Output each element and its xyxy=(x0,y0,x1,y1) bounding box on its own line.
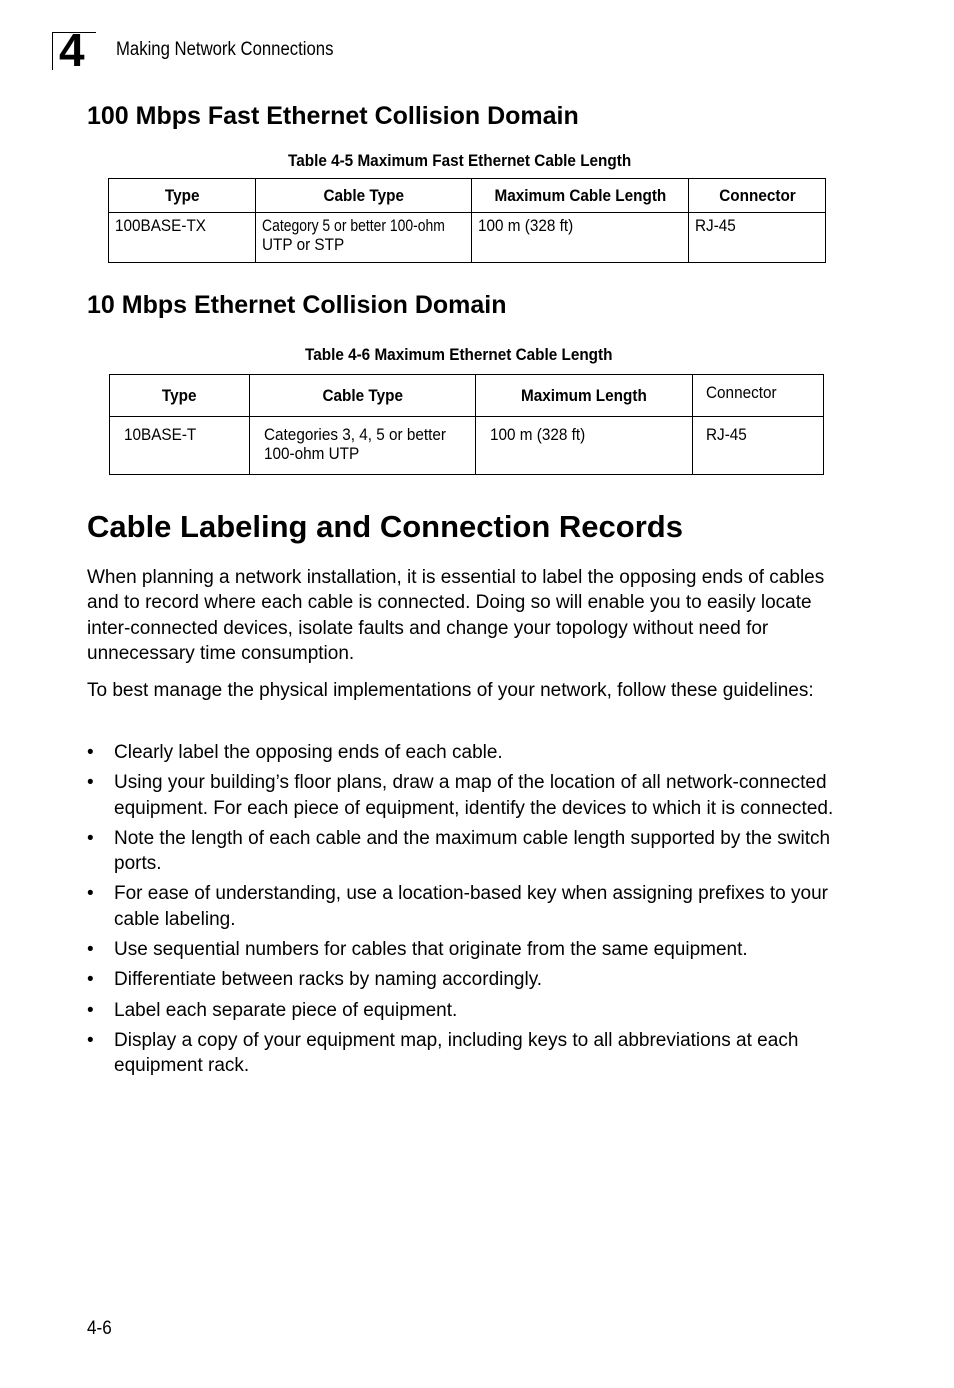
column-header-type: Type xyxy=(109,179,256,213)
table-header-row xyxy=(109,179,826,213)
bullet-icon: • xyxy=(87,999,94,1021)
cell-max-length: 100 m (328 ft) xyxy=(472,213,689,263)
cell-cable-type: Categories 3, 4, 5 or better 100-ohm UTP xyxy=(250,417,476,475)
bullet-icon: • xyxy=(87,1029,94,1051)
list-item: • Label each separate piece of equipment. xyxy=(87,998,847,1023)
cell-type: 10BASE-T xyxy=(110,417,250,475)
cell-connector: RJ-45 xyxy=(693,417,824,475)
guidelines-list xyxy=(87,740,847,1084)
section-heading-fast-ethernet: 100 Mbps Fast Ethernet Collision Domain xyxy=(87,102,579,130)
table-caption-4-5: Table 4-5 Maximum Fast Ethernet Cable Length xyxy=(288,151,632,170)
column-header-connector: Connector xyxy=(693,375,824,417)
list-item: • Clearly label the opposing ends of each cable. xyxy=(87,740,847,765)
list-item: • Use sequential numbers for cables that originate from the same equipment. xyxy=(87,937,847,962)
list-item: • Note the length of each cable and the maximum cable length supported by the switch ports. xyxy=(87,827,831,875)
intro-paragraph: When planning a network installation, it is essential to label the opposing ends of cables and to record where each cable is connected. Doing so will enable you to easily locate inter-connected devices, isolate faults and change your topology without need for unnecessary time consumption. xyxy=(87,567,825,664)
bullet-icon: • xyxy=(87,969,94,991)
chapter-tab xyxy=(52,24,96,76)
list-item: • For ease of understanding, use a location-based key when assigning prefixes to your cable labeling. xyxy=(87,883,828,930)
ethernet-table xyxy=(109,374,824,475)
bullet-icon: • xyxy=(87,742,94,763)
cell-cable-type: Category 5 or better 100-ohm UTP or STP xyxy=(256,213,472,263)
bullet-icon: • xyxy=(87,939,94,961)
list-item: • Display a copy of your equipment map, including keys to all abbreviations at each equipment rack. xyxy=(87,1029,799,1077)
table-row xyxy=(110,417,824,475)
bullet-icon: • xyxy=(87,827,94,849)
section-heading-ethernet: 10 Mbps Ethernet Collision Domain xyxy=(87,291,507,319)
table-row xyxy=(109,213,826,263)
bullet-icon: • xyxy=(87,772,94,794)
cell-type: 100BASE-TX xyxy=(109,213,256,263)
guidelines-intro-paragraph: To best manage the physical implementations of your network, follow these guidelines: xyxy=(87,680,814,701)
section-heading-cable-labeling: Cable Labeling and Connection Records xyxy=(87,509,683,544)
column-header-max-length: Maximum Cable Length xyxy=(472,179,689,213)
running-head: Making Network Connections xyxy=(116,39,334,60)
table-caption-4-6: Table 4-6 Maximum Ethernet Cable Length xyxy=(305,345,613,364)
column-header-connector: Connector xyxy=(689,179,826,213)
column-header-max-length: Maximum Length xyxy=(476,375,693,417)
column-header-type: Type xyxy=(110,375,250,417)
fast-ethernet-table xyxy=(108,178,826,263)
cell-max-length: 100 m (328 ft) xyxy=(476,417,693,475)
column-header-cable-type: Cable Type xyxy=(256,179,472,213)
column-header-cable-type: Cable Type xyxy=(250,375,476,417)
list-item: • Using your building’s floor plans, draw a map of the location of all network-connected equipment. For each piece of equipment, identify the devices to which it is connected. xyxy=(87,772,834,819)
chapter-number: 4 xyxy=(59,24,84,76)
page-number: 4-6 xyxy=(87,1318,112,1339)
cell-connector: RJ-45 xyxy=(689,213,826,263)
table-header-row xyxy=(110,375,824,417)
bullet-icon: • xyxy=(87,883,94,905)
list-item: • Differentiate between racks by naming accordingly. xyxy=(87,967,847,992)
